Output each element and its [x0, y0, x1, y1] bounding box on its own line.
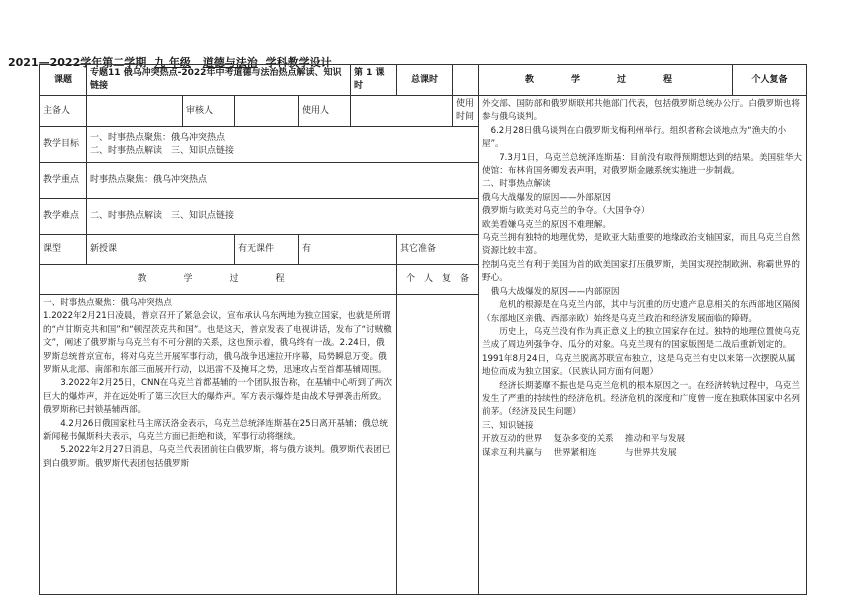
topic-text: 专题11 俄乌冲突热点-2022年中考道德与法治热点解读、知识链接 [87, 65, 351, 96]
lesson-plan-table [39, 64, 807, 595]
right-paragraph: 控制乌克兰有利于美国为首的欧美国家打压俄罗斯，美国实现控制欧洲、称霸世界的野心。 [482, 259, 800, 284]
reviewer-label: 审核人 [183, 96, 235, 127]
total-periods-value [453, 65, 479, 96]
left-paragraph: 3.2022年2月25日，CNN在乌克兰首都基辅的一个团队报告称，在基辅中心听到了两次巨大的爆炸声，并在远处听了第三次巨大的爆炸声。军方表示爆炸是由战术导弹袭击所致。俄罗斯称已封锁基辅西部。 [43, 378, 392, 416]
goal-item: 二、时事热点解读 三、知识点链接 [90, 145, 235, 156]
notes-title: 个 人 复 备 [397, 265, 479, 295]
process-title-top: 教 学 过 程 [479, 65, 733, 96]
left-paragraph: 5.2022年2月27日消息，乌克兰代表团前往白俄罗斯，将与俄方谈判。俄罗斯代表团已到白俄罗斯。俄罗斯代表团包括俄罗斯 [43, 445, 391, 469]
left-paragraph: 一、时事热点聚焦：俄乌冲突热点 [43, 298, 172, 308]
use-time-label: 使用时间 [453, 96, 479, 127]
reviewer-value [235, 96, 299, 127]
right-content [479, 96, 807, 595]
left-paragraph: 1.2022年2月21日凌晨，普京召开了紧急会议，宣布承认乌东两地为独立国家，也就是所谓的“卢甘斯克共和国”和“顿涅茨克共和国”。也是这天，普京发表了电视讲话，发布了“讨贼檄文”，阐述了俄罗斯与乌克兰有不可分割的关系，这也预示着，俄乌终有一战。2.24日，俄罗斯总统普京宣布，将对乌克兰开展军事行动，俄乌战争迅速拉开序幕，局势瞬息万变。俄罗斯从北部、南部和东部三面展开行动，以迅雷不及掩耳之势，迅速攻占至首都基辅周围。 [43, 311, 392, 376]
right-paragraph: 7.3月1日，乌克兰总统泽连斯基：目前没有取得预期想达到的结果。美国驻华大使馆：布林肯国务卿发表声明，对俄罗斯金融系统实施进一步制裁。 [482, 152, 802, 177]
total-periods-label: 总课时 [397, 65, 453, 96]
left-paragraph: 4.2月26日俄国家杜马主席沃洛金表示，乌克兰总统泽连斯基在25日离开基辅；俄总统新闻秘书佩斯科夫表示，乌克兰方面已拒绝和谈，军事行动将继续。 [43, 418, 388, 443]
left-content [40, 295, 397, 595]
right-paragraph: 欧美看嫌乌克兰的原因不难理解。 [482, 219, 611, 230]
header-grade: 九 年级 [154, 56, 191, 69]
header-year: 2021—2022学年第二学期 [8, 56, 147, 69]
right-paragraph: 外交部、国防部和俄罗斯联邦共他部门代表，包括俄罗斯总统办公厅。白俄罗斯也将参与俄乌谈判。 [482, 99, 800, 123]
difficulty-text: 二、时事热点解读 三、知识点链接 [87, 199, 479, 235]
right-paragraph: 俄乌大战爆发的原因——外部原因 [482, 192, 611, 203]
right-paragraph: 乌克兰拥有独特的地理优势，是欧亚大陆重要的地缘政治支轴国家，而且乌克兰自然资源比较丰富。 [482, 233, 800, 257]
right-paragraph: 经济长期萎靡不振也是乌克兰危机的根本原因之一。在经济转轨过程中，乌克兰发生了严重的持续性的经济危机。经济危机的深度和广度曾一度在独联体国家中名列前茅。（经济及民生问题） [482, 380, 800, 418]
right-paragraph: 6.2月28日俄乌谈判在白俄罗斯戈梅利州举行。组织者称会谈地点为“渔夫的小屋”。 [482, 125, 787, 150]
header-subject: 道德与法治 [202, 56, 258, 69]
right-paragraph: 历史上，乌克兰没有作为真正意义上的独立国家存在过。独特的地理位置使乌克兰成了周边列强争夺、瓜分的对象。乌克兰现有的国家版图是二战后重新划定的。1991年8月24日，乌克兰脱离苏联宣布独立，这是乌克兰有史以来第一次摆脱从属地位而成为独立国家。（民族认同方面有问题） [482, 326, 800, 378]
type-label: 课型 [40, 235, 87, 265]
right-paragraph: 三、知识链接 [482, 420, 534, 431]
type-value: 新授课 [87, 235, 235, 265]
left-notes [397, 295, 479, 595]
key-text: 时事热点聚焦：俄乌冲突热点 [87, 163, 479, 199]
user-value [351, 96, 453, 127]
courseware-label: 有无课件 [235, 235, 299, 265]
right-paragraph: 二、时事热点解读 [482, 179, 551, 190]
header-suffix: 学科教学设计 [265, 56, 332, 69]
right-paragraph: 开放互动的世界 复杂多变的关系 推动和平与发展 [482, 434, 686, 445]
goals-label: 教学目标 [40, 127, 87, 163]
process-title: 教 学 过 程 [40, 265, 397, 295]
preparer-value [87, 96, 183, 127]
right-paragraph: 俄乌大战爆发的原因——内部原因 [490, 286, 620, 297]
other-prep-label: 其它准备 [397, 235, 479, 265]
notes-title-top: 个人复备 [733, 65, 807, 96]
user-label: 使用人 [299, 96, 351, 127]
difficulty-label: 教学难点 [40, 199, 87, 235]
period: 第 1 课时 [351, 65, 397, 96]
courseware-value: 有 [299, 235, 397, 265]
right-paragraph: 俄罗斯与欧美对乌克兰的争夺。（大国争夺） [482, 206, 650, 217]
goal-item: 一、时事热点聚焦：俄乌冲突热点 [90, 132, 226, 143]
right-paragraph: 谋求互利共赢与 世界紧相连 与世界共发展 [482, 447, 677, 458]
topic-label: 课题 [40, 65, 87, 96]
preparer-label: 主备人 [40, 96, 87, 127]
key-label: 教学重点 [40, 163, 87, 199]
goals-text [87, 127, 479, 163]
right-paragraph: 危机的根源是在乌克兰内部，其中与沉重的历史遗产息息相关的东西部地区隔阂（东部地区亲俄、西部亲欧）始终是乌克兰政治和经济发展面临的障碍。 [482, 300, 800, 324]
